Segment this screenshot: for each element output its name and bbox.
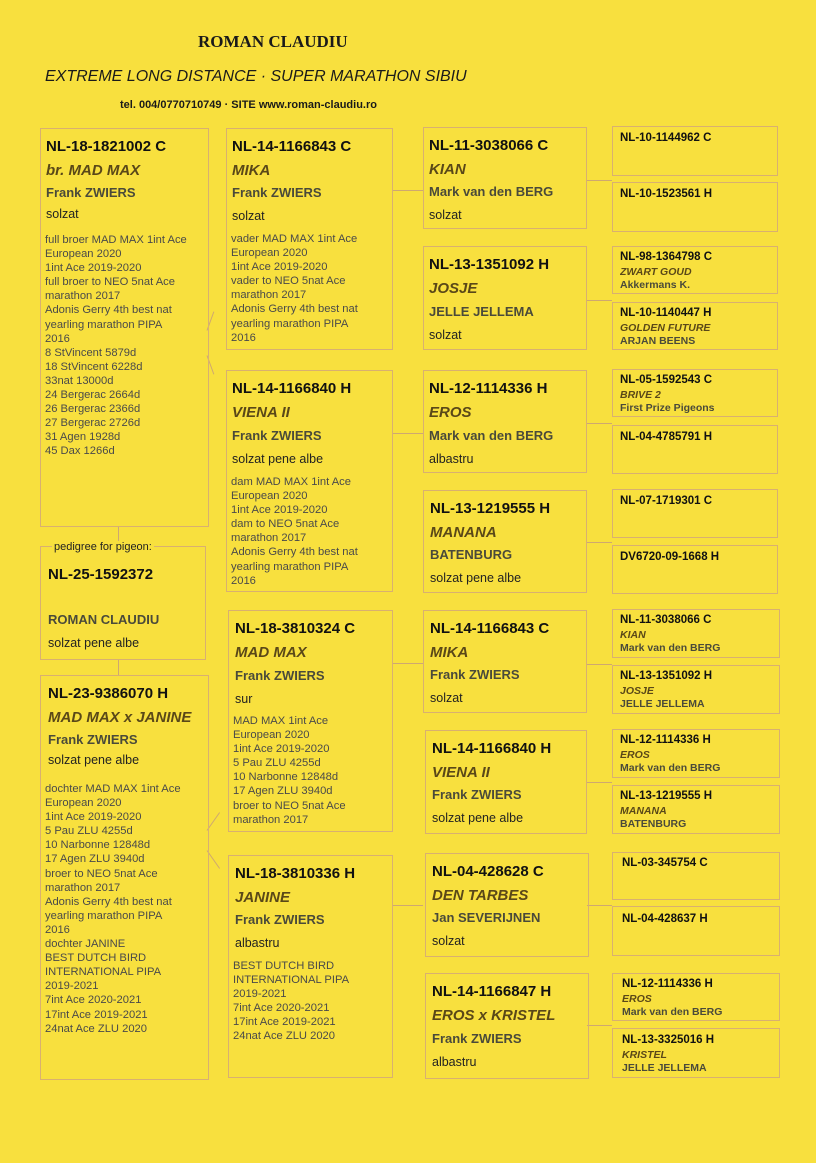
dam-name: MAD MAX x JANINE <box>48 709 192 726</box>
gen3-name: EROS <box>429 404 472 421</box>
gen4-ring: DV6720-09-1668 H <box>620 551 720 563</box>
gen2-notes: MAD MAX 1int Ace European 2020 1int Ace 2019-2020 5 Pau ZLU 4255d 10 Narbonne 12848d 17 Agen ZLU 3940d broer to NEO 5nat Ace marathon 2017 <box>233 715 346 826</box>
dam-color: solzat pene albe <box>48 753 140 767</box>
gen4-card <box>612 973 780 1021</box>
connector-line <box>118 660 119 675</box>
gen4-ring: NL-10-1144962 C <box>620 132 712 144</box>
gen4-ring: NL-13-1219555 H <box>620 790 713 802</box>
gen3-card <box>423 490 587 593</box>
gen4-ring: NL-07-1719301 C <box>620 495 713 507</box>
gen3-breeder: BATENBURG <box>430 547 513 562</box>
gen3-breeder: Frank ZWIERS <box>430 667 520 682</box>
gen3-ring: NL-13-1351092 H <box>429 256 550 273</box>
gen3-color: solzat <box>429 208 462 222</box>
gen3-color: solzat pene albe <box>432 811 524 825</box>
gen4-ring: NL-12-1114336 H <box>622 978 713 990</box>
connector-line <box>587 542 612 543</box>
gen3-ring: NL-14-1166840 H <box>432 740 552 757</box>
gen2-card <box>228 610 393 832</box>
connector-line <box>393 190 423 191</box>
connector-line <box>587 180 612 181</box>
gen3-breeder: Mark van den BERG <box>429 428 554 443</box>
gen3-name: MANANA <box>430 524 497 541</box>
gen4-breeder: JELLE JELLEMA <box>620 698 705 710</box>
sire-notes: full broer MAD MAX 1int Ace European 2020 1int Ace 2019-2020 full broer to NEO 5nat Ace marathon 2017 Adonis Gerry 4th best nat yearling marathon PIPA 2016 8 StVincent 5879d 18 StVincent 6228d 33nat 13000d 24 Bergerac 2664d 26 Bergerac 2366d 27 Bergerac 2726d 31 Agen 1928d 45 Dax 1266d <box>45 234 187 458</box>
gen3-card <box>423 610 587 713</box>
gen2-card <box>228 855 393 1078</box>
gen2-ring: NL-18-3810336 H <box>235 865 356 882</box>
gen4-ring: NL-04-4785791 H <box>620 431 713 443</box>
connector-line <box>118 527 119 542</box>
gen4-card <box>612 182 778 232</box>
gen3-ring: NL-13-1219555 H <box>430 500 551 517</box>
gen4-breeder: Mark van den BERG <box>620 642 721 654</box>
gen4-breeder: Mark van den BERG <box>620 762 721 774</box>
gen3-color: solzat <box>432 934 465 948</box>
gen3-card <box>423 127 587 229</box>
gen2-notes: vader MAD MAX 1int Ace European 2020 1int Ace 2019-2020 vader to NEO 5nat Ace marathon 2017 Adonis Gerry 4th best nat yearling marathon PIPA 2016 <box>231 233 358 344</box>
gen3-color: albastru <box>432 1055 477 1069</box>
gen3-ring: NL-12-1114336 H <box>429 380 548 397</box>
sire-color: solzat <box>46 207 79 221</box>
gen2-color: solzat <box>232 209 265 223</box>
gen3-ring: NL-14-1166847 H <box>432 983 552 1000</box>
gen4-ring: NL-10-1523561 H <box>620 188 713 200</box>
gen4-card <box>612 425 778 474</box>
connector-line <box>587 300 612 301</box>
gen4-card <box>612 609 780 658</box>
gen3-color: solzat <box>429 328 462 342</box>
gen4-breeder: JELLE JELLEMA <box>622 1062 707 1074</box>
connector-line <box>587 423 612 424</box>
gen4-name: KIAN <box>620 629 646 641</box>
connector-line <box>393 905 423 906</box>
gen4-name: GOLDEN FUTURE <box>620 322 711 334</box>
gen2-ring: NL-18-3810324 C <box>235 620 356 637</box>
gen4-name: ZWART GOUD <box>620 266 692 278</box>
dam-notes: dochter MAD MAX 1int Ace European 2020 1int Ace 2019-2020 5 Pau ZLU 4255d 10 Narbonne 12848d 17 Agen ZLU 3940d broer to NEO 5nat Ace marathon 2017 Adonis Gerry 4th best nat yearling marathon PIPA 2016 dochter JANINE BEST DUTCH BIRD INTERNATIONAL PIPA 2019-2021 7int Ace 2020-2021 17int Ace 2019-2021 24nat Ace ZLU 2020 <box>45 783 181 1035</box>
gen4-card <box>612 665 780 714</box>
gen3-breeder: Frank ZWIERS <box>432 787 522 802</box>
subject-breeder: ROMAN CLAUDIU <box>48 612 160 627</box>
dam-ring: NL-23-9386070 H <box>48 685 169 702</box>
connector-line <box>587 782 612 783</box>
sire-card <box>40 128 209 527</box>
gen3-breeder: Jan SEVERIJNEN <box>432 910 541 925</box>
gen3-ring: NL-14-1166843 C <box>430 620 550 637</box>
connector-line <box>587 664 612 665</box>
gen2-ring: NL-14-1166840 H <box>232 380 352 397</box>
gen4-name: EROS <box>622 993 652 1005</box>
gen4-breeder: ARJAN BEENS <box>620 335 696 347</box>
gen3-name: JOSJE <box>429 280 478 297</box>
gen4-card <box>612 1028 780 1078</box>
gen3-name: DEN TARBES <box>432 887 529 904</box>
gen4-ring: NL-11-3038066 C <box>620 614 712 626</box>
dam-breeder: Frank ZWIERS <box>48 732 138 747</box>
subject-card <box>40 546 206 660</box>
gen2-name: MIKA <box>232 162 271 179</box>
sire-name: br. MAD MAX <box>46 162 141 179</box>
gen3-card <box>425 973 589 1079</box>
gen4-ring: NL-04-428637 H <box>622 913 708 925</box>
gen2-name: JANINE <box>235 889 291 906</box>
gen4-card <box>612 785 780 834</box>
gen4-ring: NL-13-3325016 H <box>622 1034 715 1046</box>
gen3-name: KIAN <box>429 161 466 178</box>
contact-line: tel. 004/0770710749 · SITE www.roman-claudiu.ro <box>120 99 377 111</box>
gen4-card <box>612 369 778 417</box>
gen4-card <box>612 729 780 778</box>
gen3-breeder: JELLE JELLEMA <box>429 304 534 319</box>
gen4-card <box>612 852 780 900</box>
sire-breeder: Frank ZWIERS <box>46 185 136 200</box>
connector-line <box>393 663 423 664</box>
pedigree-label: pedigree for pigeon: <box>54 541 152 553</box>
subject-color: solzat pene albe <box>48 636 140 650</box>
gen2-card <box>226 128 393 350</box>
gen4-name: KRISTEL <box>622 1049 667 1061</box>
gen2-breeder: Frank ZWIERS <box>232 185 322 200</box>
gen3-color: solzat <box>430 691 463 705</box>
gen3-color: solzat pene albe <box>430 571 522 585</box>
gen4-breeder: BATENBURG <box>620 818 687 830</box>
connector-line <box>393 433 423 434</box>
gen2-color: solzat pene albe <box>232 452 324 466</box>
gen3-card <box>425 853 589 957</box>
gen3-breeder: Mark van den BERG <box>429 184 554 199</box>
gen2-card <box>226 370 393 592</box>
gen3-card <box>423 370 587 473</box>
gen4-ring: NL-12-1114336 H <box>620 734 711 746</box>
page-subtitle: EXTREME LONG DISTANCE · SUPER MARATHON SIBIU <box>45 68 467 85</box>
gen3-name: MIKA <box>430 644 469 661</box>
gen4-name: JOSJE <box>620 685 654 697</box>
connector-line <box>587 905 612 906</box>
subject-ring: NL-25-1592372 <box>48 566 154 583</box>
gen4-card <box>612 126 778 176</box>
sire-ring: NL-18-1821002 C <box>46 138 167 155</box>
gen2-breeder: Frank ZWIERS <box>232 428 322 443</box>
gen3-color: albastru <box>429 452 474 466</box>
gen3-card <box>425 730 587 834</box>
connector-line <box>587 1025 612 1026</box>
gen3-name: EROS x KRISTEL <box>432 1007 556 1024</box>
gen2-name: MAD MAX <box>235 644 307 661</box>
gen4-breeder: Mark van den BERG <box>622 1006 723 1018</box>
gen4-card <box>612 246 778 294</box>
gen4-card <box>612 489 778 538</box>
gen2-breeder: Frank ZWIERS <box>235 912 325 927</box>
gen3-card <box>423 246 587 350</box>
gen2-breeder: Frank ZWIERS <box>235 668 325 683</box>
gen2-color: sur <box>235 692 253 706</box>
gen4-name: EROS <box>620 749 650 761</box>
gen2-color: albastru <box>235 936 280 950</box>
gen2-ring: NL-14-1166843 C <box>232 138 352 155</box>
gen3-breeder: Frank ZWIERS <box>432 1031 522 1046</box>
gen4-card <box>612 302 778 350</box>
gen4-ring: NL-05-1592543 C <box>620 374 713 386</box>
dam-card <box>40 675 209 1080</box>
gen3-ring: NL-11-3038066 C <box>429 137 549 154</box>
gen2-name: VIENA II <box>232 404 290 421</box>
gen4-name: BRIVE 2 <box>620 389 661 401</box>
gen4-ring: NL-10-1140447 H <box>620 307 712 319</box>
gen4-breeder: First Prize Pigeons <box>620 402 715 414</box>
gen4-ring: NL-13-1351092 H <box>620 670 713 682</box>
gen2-notes: dam MAD MAX 1int Ace European 2020 1int Ace 2019-2020 dam to NEO 5nat Ace marathon 2017 Adonis Gerry 4th best nat yearling marathon PIPA 2016 <box>231 476 358 587</box>
gen4-ring: NL-98-1364798 C <box>620 251 713 263</box>
gen3-name: VIENA II <box>432 764 490 781</box>
gen4-name: MANANA <box>620 805 667 817</box>
gen4-ring: NL-03-345754 C <box>622 857 708 869</box>
gen3-ring: NL-04-428628 C <box>432 863 544 880</box>
gen4-card <box>612 545 778 594</box>
owner-name: ROMAN CLAUDIU <box>198 32 348 51</box>
gen2-notes: BEST DUTCH BIRD INTERNATIONAL PIPA 2019-2021 7int Ace 2020-2021 17int Ace 2019-2021 24nat Ace ZLU 2020 <box>233 960 350 1043</box>
gen4-breeder: Akkermans K. <box>620 279 691 291</box>
gen4-card <box>612 906 780 956</box>
